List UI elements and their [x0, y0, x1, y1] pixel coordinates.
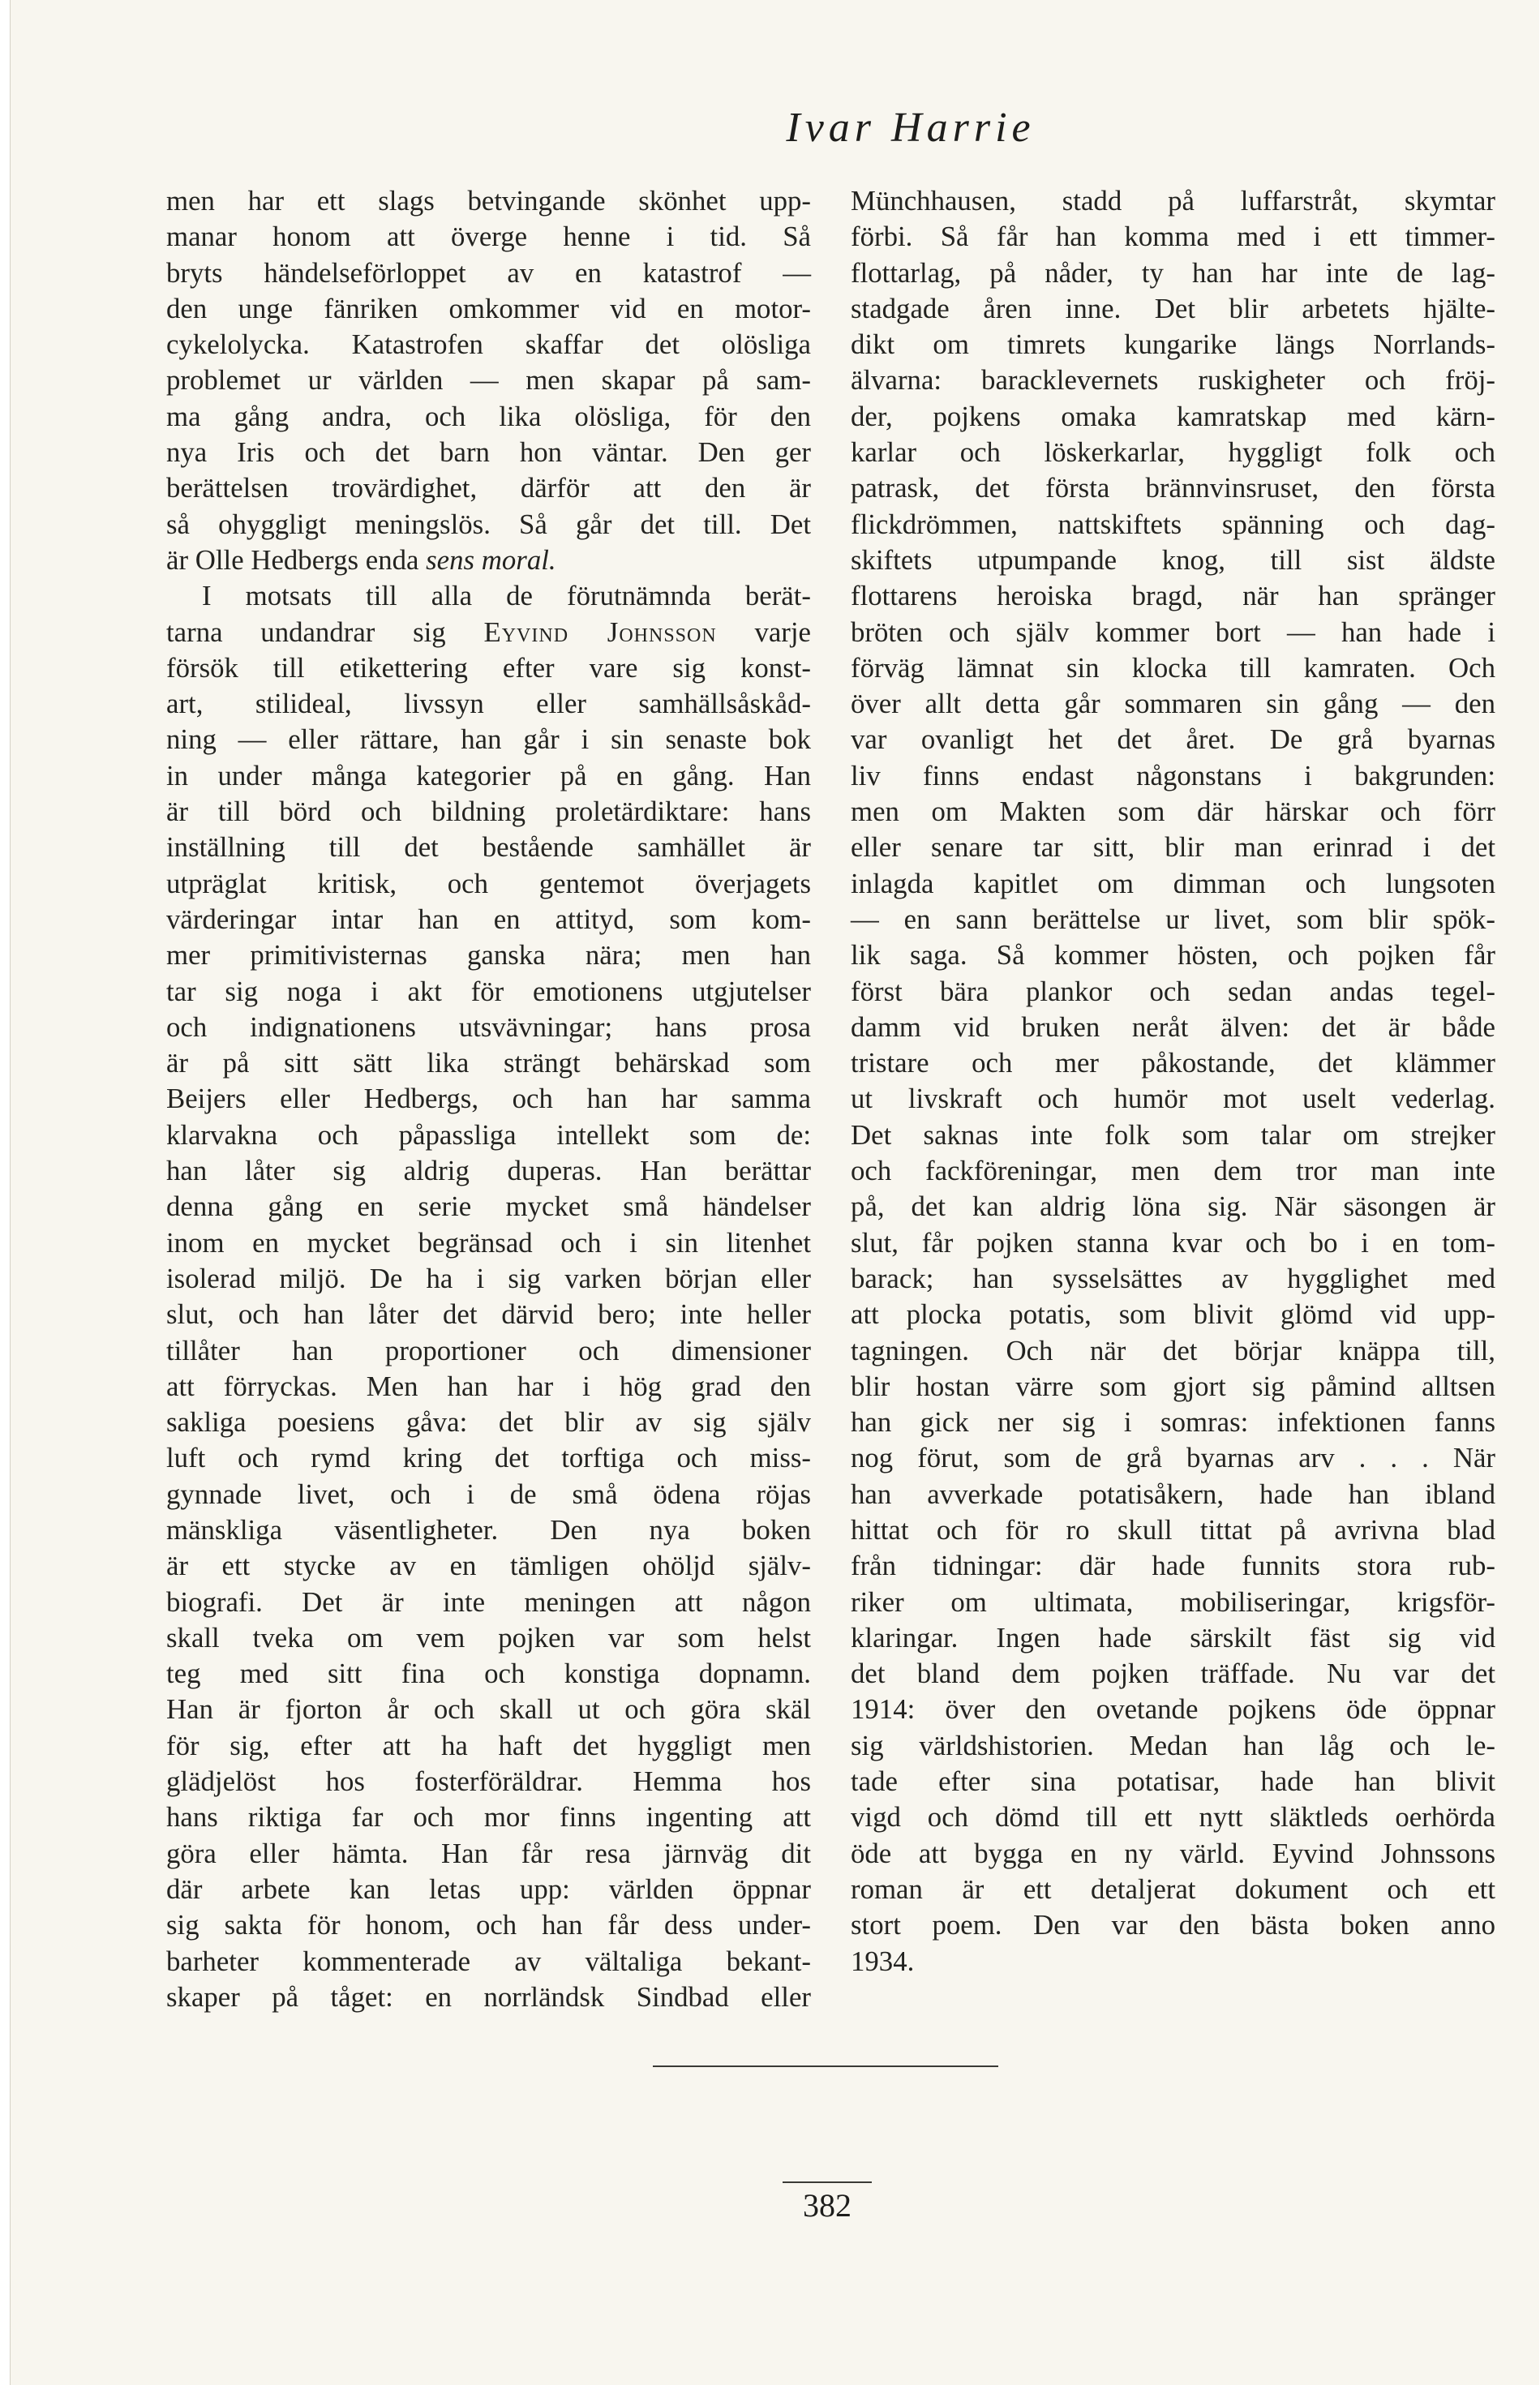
text-line: försök till etikettering efter vare sig konst- [166, 651, 811, 684]
text-line: bryts händelseförloppet av en katastrof — [166, 256, 811, 289]
text-line: är ett stycke av en tämligen ohöljd själv- [166, 1550, 811, 1582]
text-line: ma gång andra, och lika olösliga, för den [166, 400, 811, 432]
text-line: först bära plankor och sedan andas tegel- [851, 975, 1495, 1007]
text-line: från tidningar: där hade funnits stora rub- [851, 1550, 1495, 1582]
page [10, 0, 1539, 2385]
text-line: Beijers eller Hedbergs, och han har samma [166, 1083, 811, 1115]
text-line: Det saknas inte folk som talar om strejker [851, 1118, 1495, 1151]
text-line: tristare och mer påkostande, det klämmer [851, 1047, 1495, 1079]
text-line: inlagda kapitlet om dimman och lungsoten [851, 867, 1495, 899]
text-line: cykelolycka. Katastrofen skaffar det olösliga [166, 328, 811, 361]
left-column [166, 183, 811, 2015]
text-line: der, pojkens omaka kamratskap med kärn- [851, 400, 1495, 432]
text-line: klarvakna och påpassliga intellekt som de: [166, 1118, 811, 1151]
text-line: ut livskraft och humör mot uselt vederlag. [851, 1083, 1495, 1115]
text-line: är till börd och bildning proletärdiktare: hans [166, 796, 811, 828]
text-line: inställning till det bestående samhället är [166, 831, 811, 864]
text-line: — en sann berättelse ur livet, som blir spök- [851, 903, 1495, 935]
text-line: han gick ner sig i somras: infektionen fanns [851, 1406, 1495, 1439]
text-line: riker om ultimata, mobiliseringar, krigsför- [851, 1585, 1495, 1618]
text-line: bröten och själv kommer bort — han hade i [851, 616, 1495, 648]
text-line: vigd och dömd till ett nytt släktleds oerhörda [851, 1801, 1495, 1834]
text-line: på, det kan aldrig löna sig. När säsongen är [851, 1190, 1495, 1223]
text-line: eller senare tar sitt, blir man erinrad i det [851, 831, 1495, 864]
text-line: karlar och löskerkarlar, hyggligt folk och [851, 436, 1495, 469]
text-line: slut, och han låter det därvid bero; inte heller [166, 1298, 811, 1331]
section-divider [653, 2065, 998, 2067]
text-line: stadgade åren inne. Det blir arbetets hjälte- [851, 292, 1495, 324]
text-line [166, 615, 811, 650]
text-line: nog förut, som de grå byarnas arv . . . När [851, 1442, 1495, 1474]
text-line: flickdrömmen, nattskiftets spänning och dag- [851, 508, 1495, 540]
line-text: varje [716, 616, 811, 648]
text-line: isolerad miljö. De ha i sig varken början eller [166, 1262, 811, 1294]
author-name: Eyvind Johnsson [483, 616, 717, 648]
text-line: Han är fjorton år och skall ut och göra skäl [166, 1693, 811, 1726]
text-line: han låter sig aldrig duperas. Han berättar [166, 1155, 811, 1187]
text-line: blir hostan värre som gjort sig påmind alltsen [851, 1370, 1495, 1402]
text-line: hans riktiga far och mor finns ingenting att [166, 1801, 811, 1834]
text-line: inom en mycket begränsad och i sin litenhet [166, 1226, 811, 1259]
text-line: var ovanligt het det året. De grå byarnas [851, 723, 1495, 756]
text-line: Münchhausen, stadd på luffarstråt, skymtar [851, 185, 1495, 217]
text-line: klaringar. Ingen hade särskilt fäst sig vid [851, 1621, 1495, 1654]
text-line: 1934. [851, 1945, 915, 1977]
text-line: gynnade livet, och i de små ödena röjas [166, 1478, 811, 1510]
text-line: tade efter sina potatisar, hade han blivit [851, 1765, 1495, 1798]
line-text: tarna undandrar sig [166, 616, 484, 648]
text-line: tillåter han proportioner och dimensioner [166, 1334, 811, 1366]
text-line: luft och rymd kring det torftiga och miss- [166, 1442, 811, 1474]
text-line: slut, får pojken stanna kvar och bo i en tom- [851, 1226, 1495, 1259]
text-line: men om Makten som där härskar och förr [851, 796, 1495, 828]
running-title: Ivar Harrie [786, 105, 1036, 151]
text-line: barack; han sysselsättes av hygglighet med [851, 1262, 1495, 1294]
text-line: är på sitt sätt lika strängt behärskad som [166, 1047, 811, 1079]
paragraph-start-line: I motsats till alla de förutnämnda berät- [202, 580, 811, 612]
text-line: skaper på tåget: en norrländsk Sindbad eller [166, 1980, 811, 2013]
text-line: skall tveka om vem pojken var som helst [166, 1621, 811, 1654]
text-line: denna gång en serie mycket små händelser [166, 1190, 811, 1223]
page-number: 382 [783, 2181, 872, 2224]
text-line: berättelsen trovärdighet, därför att den är [166, 472, 811, 504]
text-line: över allt detta går sommaren sin gång — den [851, 688, 1495, 720]
text-line: mer primitivisternas ganska nära; men han [166, 939, 811, 972]
text-line: glädjelöst hos fosterföräldrar. Hemma hos [166, 1765, 811, 1798]
text-line: älvarna: baracklevernets ruskigheter och fröj- [851, 364, 1495, 397]
text-line: sig sakta för honom, och han får dess under- [166, 1909, 811, 1941]
right-column [851, 183, 1495, 1980]
text-line: patrask, det första brännvinsruset, den första [851, 472, 1495, 504]
text-line: att förryckas. Men han har i hög grad den [166, 1370, 811, 1402]
text-line: förbi. Så får han komma med i ett timmer- [851, 221, 1495, 253]
text-line: för sig, efter att ha haft det hyggligt men [166, 1729, 811, 1761]
text-line: problemet ur världen — men skapar på sam- [166, 364, 811, 397]
text-line: lik saga. Så kommer hösten, och pojken får [851, 939, 1495, 972]
text-line: den unge fänriken omkommer vid en motor- [166, 292, 811, 324]
text-line: stort poem. Den var den bästa boken anno [851, 1909, 1495, 1941]
text-line: tar sig noga i akt för emotionens utgjutelser [166, 975, 811, 1007]
text-line: göra eller hämta. Han får resa järnväg dit [166, 1837, 811, 1869]
text-line [166, 543, 811, 578]
text-line: biografi. Det är inte meningen att någon [166, 1585, 811, 1618]
text-line: flottarens heroiska bragd, när han spränger [851, 580, 1495, 612]
text-line: teg med sitt fina och konstiga dopnamn. [166, 1658, 811, 1690]
text-line: sakliga poesiens gåva: det blir av sig själv [166, 1406, 811, 1439]
text-line: hittat och för ro skull tittat på avrivna blad [851, 1513, 1495, 1546]
text-line: in under många kategorier på en gång. Han [166, 759, 811, 791]
text-line: tagningen. Och när det börjar knäppa till, [851, 1334, 1495, 1366]
text-line: 1914: över den ovetande pojkens öde öppnar [851, 1693, 1495, 1726]
text-line: dikt om timrets kungarike längs Norrlands- [851, 328, 1495, 361]
text-line: öde att bygga en ny värld. Eyvind Johnssons [851, 1837, 1495, 1869]
text-line: att plocka potatis, som blivit glömd vid upp- [851, 1298, 1495, 1331]
text-line: liv finns endast någonstans i bakgrunden: [851, 759, 1495, 791]
text-line: förväg lämnat sin klocka till kamraten. Och [851, 651, 1495, 684]
text-line: där arbete kan letas upp: världen öppnar [166, 1872, 811, 1905]
text-line: manar honom att överge henne i tid. Så [166, 221, 811, 253]
text-line: roman är ett detaljerat dokument och ett [851, 1872, 1495, 1905]
italic-phrase: sens moral. [426, 543, 556, 576]
text-line: det bland dem pojken träffade. Nu var det [851, 1658, 1495, 1690]
text-line: och fackföreningar, men dem tror man inte [851, 1155, 1495, 1187]
text-line: värderingar intar han en attityd, som kom- [166, 903, 811, 935]
text-line: men har ett slags betvingande skönhet upp- [166, 185, 811, 217]
text-line: ning — eller rättare, han går i sin senaste bok [166, 723, 811, 756]
text-line: utpräglat kritisk, och gentemot överjagets [166, 867, 811, 899]
text-line: damm vid bruken neråt älven: det är både [851, 1010, 1495, 1043]
text-line: flottarlag, på nåder, ty han har inte de lag- [851, 256, 1495, 289]
text-line: sig världshistorien. Medan han låg och le- [851, 1729, 1495, 1761]
line-text: är Olle Hedbergs enda [166, 543, 427, 576]
text-line: skiftets utpumpande knog, till sist äldste [851, 543, 1495, 576]
text-line: så ohyggligt meningslös. Så går det till. Det [166, 508, 811, 540]
text-line: barheter kommenterade av vältaliga bekant- [166, 1945, 811, 1977]
text-line: han avverkade potatisåkern, hade han ibland [851, 1478, 1495, 1510]
text-line: mänskliga väsentligheter. Den nya boken [166, 1513, 811, 1546]
text-line: och indignationens utsvävningar; hans prosa [166, 1010, 811, 1043]
text-line: nya Iris och det barn hon väntar. Den ger [166, 436, 811, 469]
text-line: art, stilideal, livssyn eller samhällsåskåd- [166, 688, 811, 720]
